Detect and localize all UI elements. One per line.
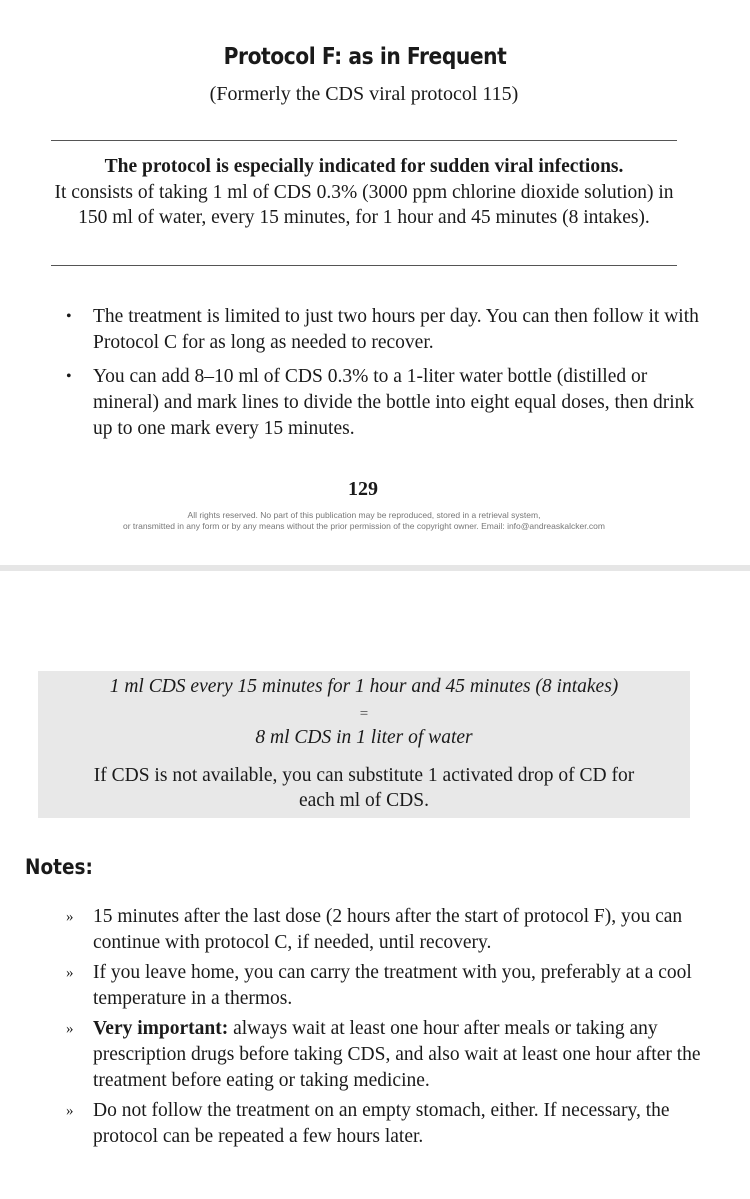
bullet-list [0, 304, 750, 450]
bottom-rule [51, 265, 677, 266]
bullet-icon: • [66, 368, 72, 385]
formula-note: If CDS is not available, you can substitute 1 activated drop of CD for each ml of CDS. [93, 765, 635, 811]
bullet-text: You can add 8–10 ml of CDS 0.3% to a 1-liter water bottle (distilled or mineral) and mark lines to divide the bottle into eight equal doses, then drink up to one mark every 15 minutes. [93, 366, 695, 439]
page-number: 129 [348, 478, 378, 500]
page-title: Protocol F: as in Frequent [223, 44, 507, 70]
summary-body: It consists of taking 1 ml of CDS 0.3% (3000 ppm chlorine dioxide solution) in 150 ml of water, every 15 minutes, for 1 hour and 45 minutes (8 intakes). [54, 181, 674, 228]
copyright-notice [0, 510, 728, 532]
summary-block [51, 154, 677, 231]
page-top [0, 0, 750, 565]
list-item [0, 904, 705, 956]
notes-heading: Notes: [25, 855, 93, 879]
note-text: 15 minutes after the last dose (2 hours after the start of protocol F), you can continue with protocol C, if needed, until recovery. [93, 906, 683, 953]
list-item [0, 304, 707, 356]
note-bold: Very important: [93, 1018, 229, 1039]
dosage-formula-box [38, 671, 690, 818]
summary-lead: The protocol is especially indicated for sudden viral infections. [104, 156, 624, 177]
chevron-right-icon: » [66, 1103, 74, 1119]
note-text: If you leave home, you can carry the treatment with you, preferably at a cool temperature in a thermos. [93, 962, 692, 1009]
copyright-line: or transmitted in any form or by any means without the prior permission of the copyright owner. Email: info@andreaskalcker.com [122, 521, 605, 531]
chevron-right-icon: » [66, 1021, 74, 1037]
note-text: always wait at least one hour after meals or taking any prescription drugs before taking CDS, and also wait at least one hour after the treatment before eating or taking medicine. [93, 1018, 701, 1091]
formula-equals: = [359, 706, 369, 722]
list-item [0, 1016, 705, 1094]
bullet-text: The treatment is limited to just two hours per day. You can then follow it with Protocol C for as long as needed to recover. [93, 306, 699, 353]
chevron-right-icon: » [66, 909, 74, 925]
formula-line-2: 8 ml CDS in 1 liter of water [255, 727, 473, 748]
top-rule [51, 140, 677, 141]
list-item [0, 960, 705, 1012]
list-item [0, 1098, 705, 1150]
note-text: Do not follow the treatment on an empty stomach, either. If necessary, the protocol can be repeated a few hours later. [93, 1100, 670, 1147]
bullet-icon: • [66, 308, 72, 325]
list-item [0, 364, 707, 442]
copyright-line: All rights reserved. No part of this publication may be reproduced, stored in a retrieval system, [187, 510, 541, 520]
chevron-right-icon: » [66, 965, 74, 981]
page-subtitle: (Formerly the CDS viral protocol 115) [209, 83, 519, 105]
notes-list [0, 904, 750, 1154]
formula-line-1: 1 ml CDS every 15 minutes for 1 hour and 45 minutes (8 intakes) [109, 676, 619, 697]
